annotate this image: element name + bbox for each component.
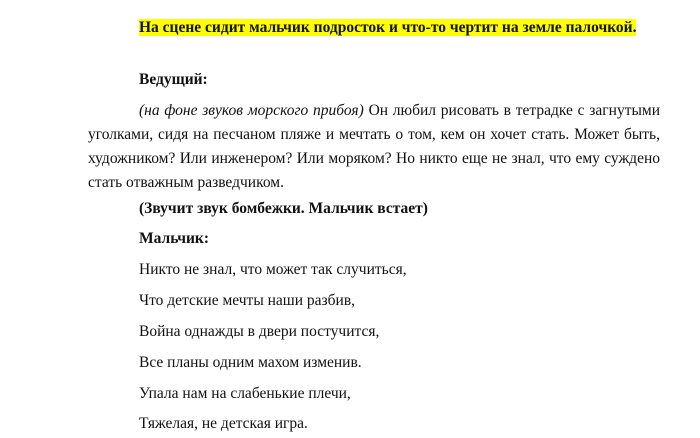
host-italic-remark: (на фоне звуков морского прибоя)	[139, 102, 364, 119]
poem-line: Война однажды в двери постучится,	[139, 323, 380, 340]
poem-line: Никто не знал, что может так случиться,	[139, 261, 407, 278]
poem-line: Что детские мечты наши разбив,	[139, 292, 356, 309]
poem-line: Упала нам на слабенькие плечи,	[139, 385, 351, 402]
poem-line: Тяжелая, не детская игра.	[139, 415, 308, 432]
stage-direction	[139, 16, 660, 40]
host-speech-paragraph	[88, 99, 660, 195]
highlighted-stage-direction: На сцене сидит мальчик подросток и что-то чертит на земле палочкой.	[139, 19, 637, 36]
speaker-boy-label: Мальчик:	[139, 230, 209, 247]
sound-direction: (Звучит звук бомбежки. Мальчик встает)	[139, 200, 428, 217]
host-speech-text: Он любил рисовать в тетрадке с загнутыми уголками, сидя на песчаном пляже и мечтать о том, кем он хочет стать. Может быть, художником? Или инженером? Или моряком? Но никто еще не знал, что ему суждено стать отважным разведчиком.	[88, 102, 661, 191]
speaker-host-label: Ведущий:	[139, 71, 208, 88]
poem-line: Все планы одним махом изменив.	[139, 354, 362, 371]
